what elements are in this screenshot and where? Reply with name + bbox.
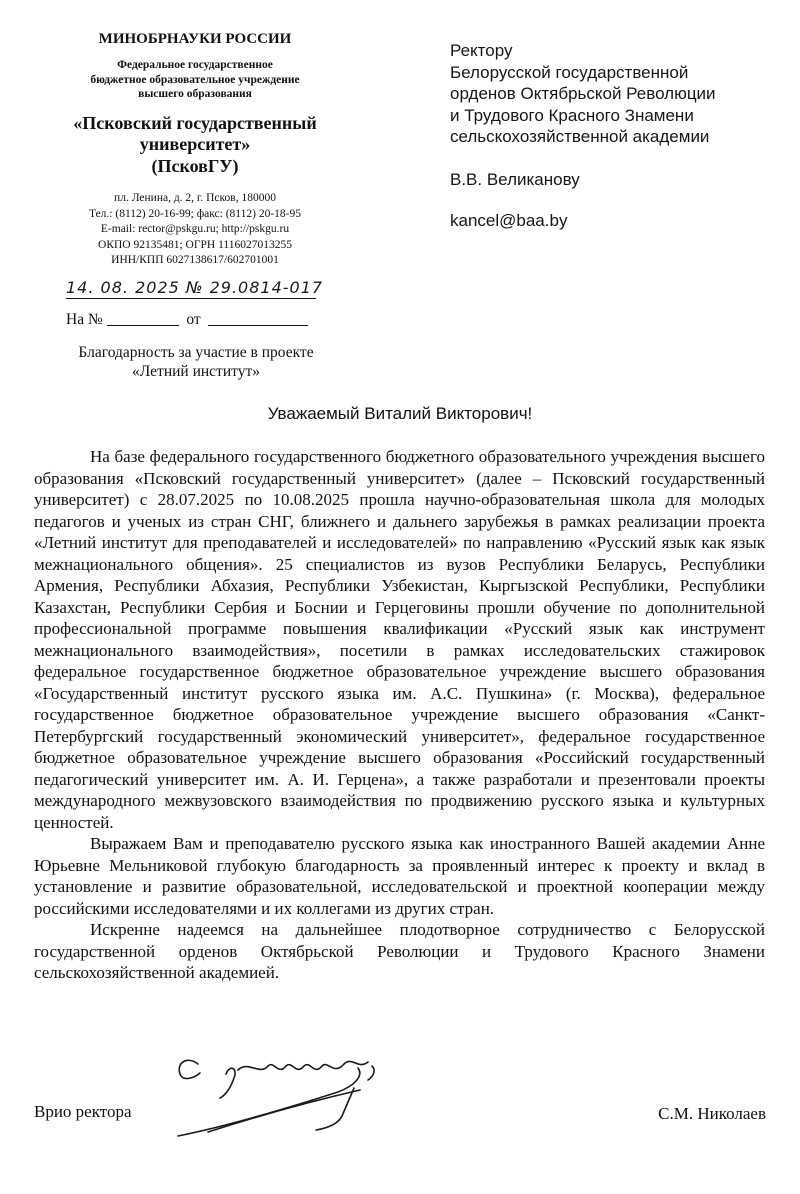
addressee-block <box>450 40 780 232</box>
addressee-name: В.В. Великанову <box>450 169 580 189</box>
signatory-name: С.М. Николаев <box>658 1104 766 1123</box>
letter-body <box>34 446 765 984</box>
letterhead <box>40 30 350 269</box>
signatory-position: Врио ректора <box>34 1102 132 1121</box>
subject-line: «Летний институт» <box>132 363 260 380</box>
university-name-line: (ПсковГУ) <box>151 155 239 176</box>
contact-block <box>40 191 350 269</box>
institution-type-line: бюджетное образовательное учреждение <box>90 73 300 86</box>
institution-type <box>40 58 350 102</box>
handwritten-outgoing-ref: 14. 08. 2025 № 29.0814-017 <box>66 278 324 297</box>
reply-no-blank <box>107 311 179 326</box>
subject-line: Благодарность за участие в проекте <box>78 344 314 361</box>
institution-type-line: высшего образования <box>138 88 252 100</box>
reply-date-blank <box>208 311 308 326</box>
university-name <box>40 113 350 178</box>
contact-phone: Тел.: (8112) 20-16-99; факс: (8112) 20-18-95 <box>88 207 301 220</box>
contact-address: пл. Ленина, д. 2, г. Псков, 180000 <box>114 192 276 204</box>
handwritten-signature <box>168 1046 408 1138</box>
reply-no-label: На № <box>66 311 103 328</box>
addressee-line: Белорусской государственной <box>450 62 689 82</box>
outgoing-ref-underline <box>66 298 316 299</box>
greeting: Уважаемый Виталий Викторович! <box>267 404 533 423</box>
body-paragraph: На базе федерального государственного бюджетного образовательного учреждения высшего образования «Псковский государственный университет» (далее – Псковский государственный университет) с 28.07.2025 по 10.08.2025 прошла научно-образовательная школа для молодых педагогов и ученых из стран СНГ, ближнего и дальнего зарубежья в рамках реализации проекта «Летний институт для преподавателей и исследователей» по направлению «Русский язык как язык межнационального общения». 25 специалистов из вузов Республики Беларусь, Республики Армения, Республики Абхазия, Республики Узбекистан, Кыргызской Республики, Республики Казахстан, Республики Сербия и Боснии и Герцеговины прошли обучение по дополнительной профессиональной программе повышения квалификации «Русский язык как инструмент межнационального взаимодействия», посетили в рамках исследовательских стажировок федеральное государственное бюджетное образовательное учреждение высшего образования «Государственный институт русского языка им. А.С. Пушкина» (г. Москва), федеральное государственное бюджетное образовательное учреждение высшего образования «Санкт-Петербургский государственный экономический университет», федеральное государственное бюджетное образовательное учреждение высшего образования «Российский государственный педагогический университет им. А. И. Герцена», а также разработали и презентовали проекты международного межвузовского взаимодействия по продвижению русского языка и культурных ценностей. <box>34 447 765 832</box>
university-name-line: «Псковский государственный <box>73 112 317 133</box>
body-paragraph: Выражаем Вам и преподавателю русского языка как иностранного Вашей академии Анне Юрьевне Мельниковой глубокую благодарность за проявленный интерес к проекту и вклад в установление и развитие образовательной, исследовательской и проектной кооперации между российскими исследователями и их коллегами из других стран. <box>34 834 765 918</box>
addressee-email: kancel@baa.by <box>450 211 568 230</box>
institution-type-line: Федеральное государственное <box>117 59 273 71</box>
reply-reference-line <box>66 311 308 329</box>
contact-email: E-mail: rector@pskgu.ru; http://pskgu.ru <box>100 223 290 235</box>
ministry-name: МИНОБРНАУКИ РОССИИ <box>98 31 292 47</box>
addressee-line: сельскохозяйственной академии <box>450 127 710 146</box>
addressee-line: и Трудового Красного Знамени <box>450 105 694 125</box>
university-name-line: университет» <box>139 134 251 154</box>
letter-subject <box>40 343 352 381</box>
contact-okpo: ОКПО 92135481; ОГРН 1116027013255 <box>98 238 292 251</box>
addressee-line: орденов Октябрьской Революции <box>450 84 716 103</box>
contact-inn: ИНН/КПП 6027138617/602701001 <box>111 254 279 266</box>
reply-from-label: от <box>186 311 201 328</box>
body-paragraph: Искренне надеемся на дальнейшее плодотворное сотрудничество с Белорусской государственной орденов Октябрьской Революции и Трудового Красного Знамени сельскохозяйственной академией. <box>34 920 765 982</box>
addressee-line: Ректору <box>450 41 513 60</box>
